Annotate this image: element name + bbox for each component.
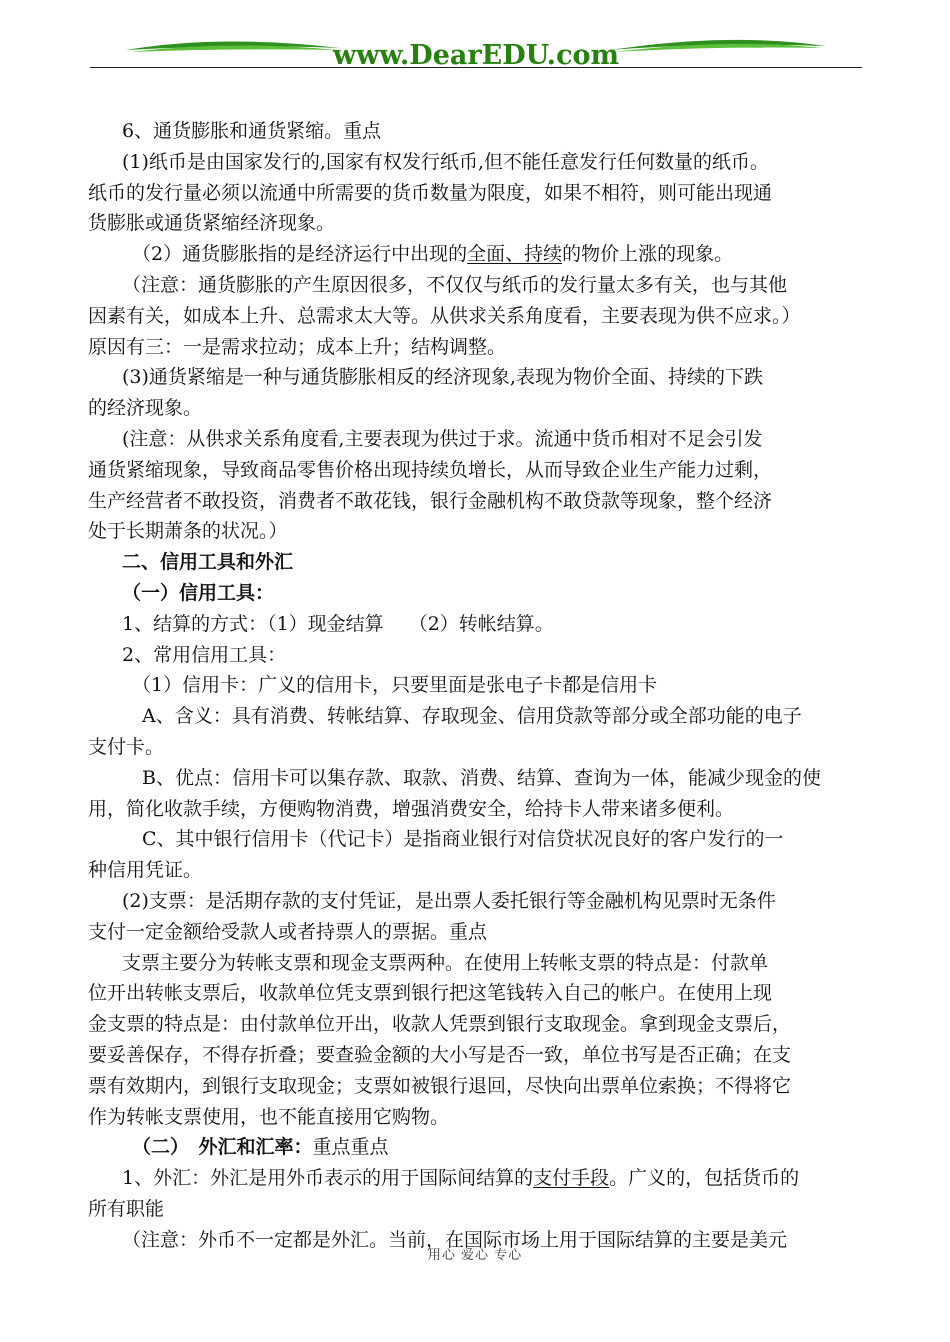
section-heading-line bbox=[88, 578, 862, 609]
paragraph-line bbox=[88, 147, 862, 178]
text-run: 种信用凭证。 bbox=[88, 859, 203, 882]
paragraph-line bbox=[88, 362, 862, 393]
paragraph-line bbox=[88, 208, 862, 239]
paragraph-line bbox=[88, 640, 862, 671]
text-run: 处于长期萧条的状况。） bbox=[88, 520, 288, 543]
text-run: （2）通货膨胀指的是经济运行中出现的 bbox=[132, 243, 468, 266]
text-run: 1、结算的方式：（1）现金结算 （2）转帐结算。 bbox=[122, 612, 554, 635]
paragraph-line bbox=[88, 301, 862, 332]
paragraph-line bbox=[88, 732, 862, 763]
paragraph-line bbox=[88, 824, 862, 855]
text-run: 支付一定金额给受款人或者持票人的票据。重点 bbox=[88, 920, 488, 943]
text-run: 所有职能 bbox=[88, 1197, 165, 1220]
paragraph-line bbox=[88, 609, 862, 640]
text-run: B、优点：信用卡可以集存款、取款、消费、结算、查询为一体，能减少现金的使 bbox=[142, 766, 821, 789]
text-run: 生产经营者不敢投资，消费者不敢花钱，银行金融机构不敢贷款等现象，整个经济 bbox=[88, 489, 773, 512]
paragraph-line bbox=[88, 1194, 862, 1225]
text-run: 金支票的特点是：由付款单位开出，收款人凭票到银行支取现金。拿到现金支票后， bbox=[88, 1013, 792, 1036]
paragraph-line bbox=[88, 855, 862, 886]
section-heading-line bbox=[88, 547, 862, 578]
paragraph-line bbox=[88, 393, 862, 424]
section-heading-line bbox=[88, 1132, 862, 1163]
paragraph-line bbox=[88, 794, 862, 825]
text-run: 要妥善保存，不得存折叠；要查验金额的大小写是否一致，单位书写是否正确；在支 bbox=[88, 1043, 792, 1066]
paragraph-line bbox=[88, 1102, 862, 1133]
text-run: (2)支票：是活期存款的支付凭证，是出票人委托银行等金融机构见票时无条件 bbox=[122, 889, 776, 912]
text-run: 位开出转帐支票后，收款单位凭支票到银行把这笔钱转入自己的帐户。在使用上现 bbox=[88, 982, 773, 1005]
text-run: （注意：外币不一定都是外汇。当前，在国际市场上用于国际结算的主要是美元 bbox=[122, 1228, 788, 1251]
text-run: 纸币的发行量必须以流通中所需要的货币数量为限度，如果不相符，则可能出现通 bbox=[88, 181, 773, 204]
site-header-logo bbox=[90, 30, 862, 72]
paragraph-line bbox=[88, 886, 862, 917]
text-run: (注意：从供求关系角度看,主要表现为供过于求。流通中货币相对不足会引发 bbox=[122, 427, 763, 450]
underlined-text: 全面、持续 bbox=[467, 243, 563, 266]
text-run: 原因有三：一是需求拉动；成本上升；结构调整。 bbox=[88, 335, 507, 358]
text-run: C、其中银行信用卡（代记卡）是指商业银行对信贷状况良好的客户发行的一 bbox=[142, 828, 784, 851]
paragraph-line bbox=[88, 917, 862, 948]
paragraph-line bbox=[88, 486, 862, 517]
paragraph-line bbox=[88, 178, 862, 209]
paragraph-line bbox=[88, 332, 862, 363]
right-swoosh-highlight-icon bbox=[614, 44, 822, 52]
underlined-text: 支付手段 bbox=[533, 1167, 610, 1190]
text-run: 的物价上涨的现象。 bbox=[562, 243, 734, 266]
paragraph-line bbox=[88, 948, 862, 979]
text-run: A、含义：具有消费、转帐结算、存取现金、信用贷款等部分或全部功能的电子 bbox=[142, 705, 802, 728]
text-run: 支票主要分为转帐支票和现金支票两种。在使用上转帐支票的特点是：付款单 bbox=[122, 951, 769, 974]
paragraph-line bbox=[88, 1040, 862, 1071]
text-run: 。广义的，包括货币的 bbox=[609, 1167, 800, 1190]
paragraph-line bbox=[88, 1163, 862, 1194]
paragraph-line bbox=[88, 424, 862, 455]
text-run: 通货紧缩现象，导致商品零售价格出现持续负增长，从而导致企业生产能力过剩， bbox=[88, 458, 773, 481]
text-run: (3)通货紧缩是一种与通货膨胀相反的经济现象,表现为物价全面、持续的下跌 bbox=[122, 366, 763, 389]
paragraph-line bbox=[88, 516, 862, 547]
text-run: 支付卡。 bbox=[88, 735, 165, 758]
page-footer: 用心 爱心 专心 bbox=[427, 1248, 523, 1263]
text-run: 重点重点 bbox=[312, 1136, 389, 1159]
text-run: （一）信用工具： bbox=[122, 581, 275, 604]
text-run: 因素有关，如成本上升、总需求太大等。从供求关系角度看，主要表现为供不应求。） bbox=[88, 304, 801, 327]
text-run: 2、常用信用工具： bbox=[122, 643, 287, 666]
text-run: 票有效期内，到银行支取现金；支票如被银行退回，尽快向出票单位索换；不得将它 bbox=[88, 1074, 792, 1097]
header-banner-graphic bbox=[90, 30, 862, 72]
text-run: 二、信用工具和外汇 bbox=[122, 551, 294, 574]
paragraph-line bbox=[88, 455, 862, 486]
paragraph-line bbox=[88, 763, 862, 794]
text-run: 货膨胀或通货紧缩经济现象。 bbox=[88, 212, 336, 235]
paragraph-line bbox=[88, 670, 862, 701]
paragraph-line bbox=[88, 116, 862, 147]
document-body bbox=[88, 116, 862, 1255]
text-run: 用，简化收款手续，方便购物消费，增强消费安全，给持卡人带来诸多便利。 bbox=[88, 797, 735, 820]
text-run: （1）信用卡：广义的信用卡，只要里面是张电子卡都是信用卡 bbox=[132, 674, 658, 697]
site-logo-text: www.DearEDU.com bbox=[332, 40, 620, 71]
paragraph-line bbox=[88, 1009, 862, 1040]
paragraph-line bbox=[88, 701, 862, 732]
text-run: 6、通货膨胀和通货紧缩。重点 bbox=[122, 120, 382, 142]
paragraph-line bbox=[88, 978, 862, 1009]
text-run: 1、外汇：外汇是用外币表示的用于国际间结算的 bbox=[122, 1167, 534, 1190]
text-run: (1)纸币是由国家发行的,国家有权发行纸币,但不能任意发行任何数量的纸币。 bbox=[122, 150, 769, 173]
text-run: 的经济现象。 bbox=[88, 397, 203, 420]
paragraph-line bbox=[88, 270, 862, 301]
text-run: （二） 外汇和汇率： bbox=[132, 1136, 313, 1159]
paragraph-line bbox=[88, 1071, 862, 1102]
text-run: （注意：通货膨胀的产生原因很多，不仅仅与纸币的发行量太多有关，也与其他 bbox=[122, 273, 788, 296]
header-divider bbox=[90, 67, 862, 68]
text-run: 作为转帐支票使用，也不能直接用它购物。 bbox=[88, 1105, 450, 1128]
paragraph-line bbox=[88, 239, 862, 270]
